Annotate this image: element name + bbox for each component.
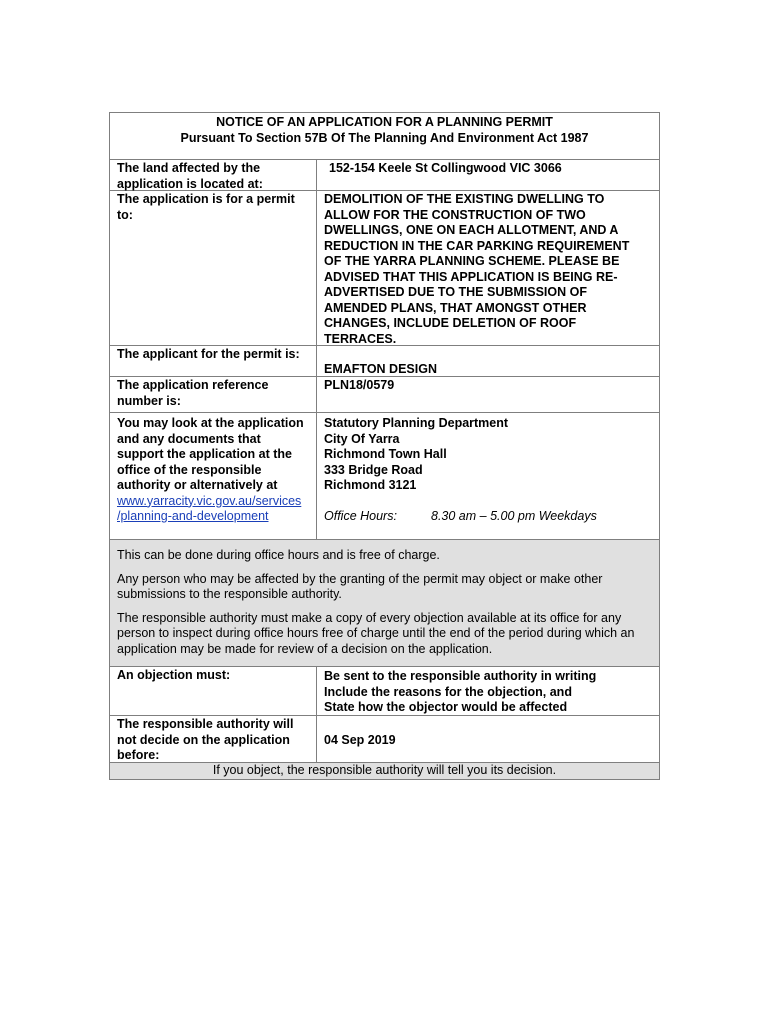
information-section bbox=[110, 540, 659, 667]
reference-label-line: The application reference bbox=[117, 378, 269, 392]
info-paragraph-cost: This can be done during office hours and is free of charge. bbox=[117, 548, 440, 562]
land-row bbox=[110, 160, 659, 191]
description-line: CHANGES, INCLUDE DELETION OF ROOF bbox=[324, 316, 577, 330]
description-line: OF THE YARRA PLANNING SCHEME. PLEASE BE bbox=[324, 254, 620, 268]
description-line: DWELLINGS, ONE ON EACH ALLOTMENT, AND A bbox=[324, 223, 619, 237]
applicant-row bbox=[110, 346, 659, 377]
info-paragraph-copies: The responsible authority must make a copy of every objection available at its office for any person to inspect during office hours free of charge until the end of the period during which an application may be made for review of a decision on the application. bbox=[117, 610, 635, 656]
application-label-line: to: bbox=[117, 207, 133, 222]
objection-label: An objection must: bbox=[110, 667, 317, 715]
objection-requirement: Be sent to the responsible authority in writing bbox=[324, 669, 597, 683]
decision-label bbox=[110, 716, 317, 762]
application-description bbox=[317, 191, 659, 345]
application-label bbox=[110, 191, 317, 345]
objection-requirements bbox=[317, 667, 659, 715]
notice-header bbox=[110, 113, 659, 160]
reference-number: PLN18/0579 bbox=[324, 378, 395, 392]
objection-requirement: Include the reasons for the objection, and bbox=[324, 684, 572, 699]
notice-subtitle: Pursuant To Section 57B Of The Planning And Environment Act 1987 bbox=[180, 130, 589, 145]
description-line: ALLOW FOR THE CONSTRUCTION OF TWO bbox=[324, 207, 586, 222]
objection-row bbox=[110, 667, 659, 716]
description-line: DEMOLITION OF THE EXISTING DWELLING TO bbox=[324, 192, 605, 206]
inspection-label-line: authority or alternatively at bbox=[117, 478, 278, 492]
application-row bbox=[110, 191, 659, 346]
office-hours-label: Office Hours: bbox=[324, 508, 397, 523]
decision-label-line: not decide on the application bbox=[117, 732, 290, 747]
yarra-planning-link[interactable]: www.yarracity.vic.gov.au/services bbox=[117, 493, 302, 508]
description-line: REDUCTION IN THE CAR PARKING REQUIREMENT bbox=[324, 238, 630, 253]
info-paragraph-objections: Any person who may be affected by the granting of the permit may object or make other submissions to the responsible authority. bbox=[117, 571, 603, 601]
reference-label-line: number is: bbox=[117, 393, 181, 408]
reference-label bbox=[110, 377, 317, 412]
address-line: 333 Bridge Road bbox=[324, 462, 423, 477]
applicant-label: The applicant for the permit is: bbox=[110, 346, 317, 376]
application-label-line: The application is for a permit bbox=[117, 192, 295, 206]
address-line: Richmond 3121 bbox=[324, 478, 417, 492]
yarra-planning-link[interactable]: /planning-and-development bbox=[117, 509, 269, 523]
address-line: Richmond Town Hall bbox=[324, 447, 447, 461]
office-hours-value: 8.30 am – 5.00 pm Weekdays bbox=[431, 508, 597, 523]
description-line: TERRACES. bbox=[324, 331, 397, 346]
decision-footer-note: If you object, the responsible authority will tell you its decision. bbox=[110, 763, 659, 779]
notice-title: NOTICE OF AN APPLICATION FOR A PLANNING PERMIT bbox=[216, 115, 553, 129]
land-label-line: application is located at: bbox=[117, 176, 263, 191]
inspection-label bbox=[110, 413, 317, 539]
address-line: Statutory Planning Department bbox=[324, 416, 509, 430]
council-address bbox=[317, 413, 659, 539]
inspection-row bbox=[110, 413, 659, 540]
description-line: ADVERTISED DUE TO THE SUBMISSION OF bbox=[324, 285, 587, 299]
inspection-label-line: office of the responsible bbox=[117, 462, 262, 477]
decision-label-line: The responsible authority will bbox=[117, 717, 294, 731]
inspection-label-line: and any documents that bbox=[117, 431, 261, 446]
inspection-label-line: support the application at the bbox=[117, 447, 293, 461]
description-line: ADVISED THAT THIS APPLICATION IS BEING RE- bbox=[324, 269, 618, 284]
description-line: AMENDED PLANS, THAT AMONGST OTHER bbox=[324, 300, 587, 315]
address-line: City Of Yarra bbox=[324, 431, 400, 446]
reference-row bbox=[110, 377, 659, 413]
inspection-label-line: You may look at the application bbox=[117, 416, 304, 430]
applicant-name: EMAFTON DESIGN bbox=[324, 362, 437, 376]
decision-row bbox=[110, 716, 659, 763]
office-hours bbox=[324, 509, 659, 525]
objection-requirement: State how the objector would be affected bbox=[324, 700, 568, 714]
land-label bbox=[110, 160, 317, 190]
planning-permit-notice bbox=[109, 112, 660, 780]
land-label-line: The land affected by the bbox=[117, 161, 261, 175]
decision-date: 04 Sep 2019 bbox=[324, 733, 396, 747]
decision-label-line: before: bbox=[117, 748, 160, 762]
land-address: 152-154 Keele St Collingwood VIC 3066 bbox=[329, 161, 562, 175]
